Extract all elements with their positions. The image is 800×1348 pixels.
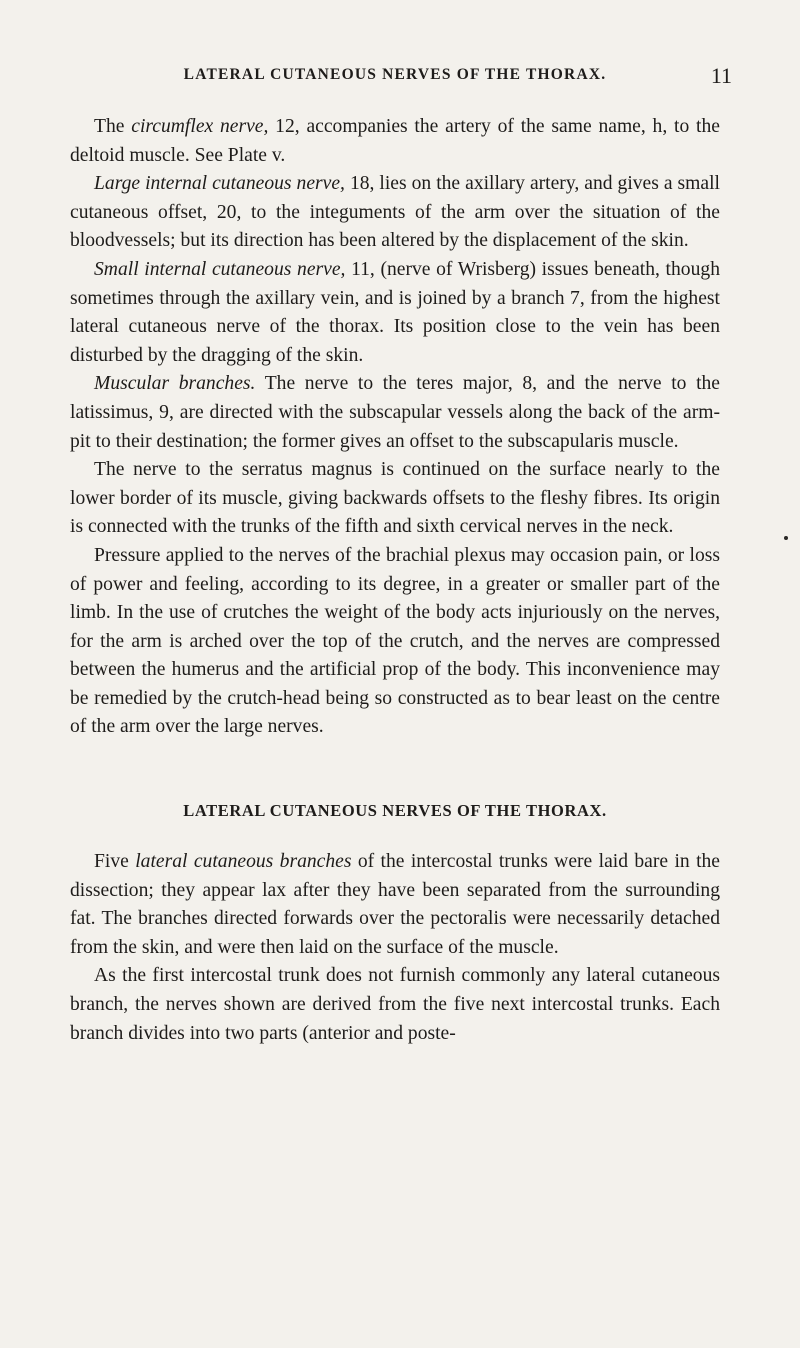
italic-term: Muscular branches.: [94, 373, 256, 395]
paragraph-text: The nerve to the teres major, 8, and the nerve to the latissimus, 9, are directed with the subscapular vessels along the back of the arm-pit to their destination; the former gives an offset to the subscapularis muscle.: [70, 373, 721, 452]
paragraph-text: The: [94, 116, 132, 137]
paragraph-text: As the first intercostal trunk does not furnish commonly any lateral cutaneous branch, the nerves shown are derived from the five next intercostal trunks. Each branch divides into two parts (anterior and poste-: [70, 965, 720, 1044]
paragraph-text: Pressure applied to the nerves of the brachial plexus may occasion pain, or loss of power and feeling, according to its degree, in a greater or smaller part of the limb. In the use of crutches the weight of the body acts injuriously on the nerves, for the arm is arched over the top of the crutch, and the nerves are compressed between the humerus and the artificial prop of the body. This inconvenience may be remedied by the crutch-head being so constructed as to bear least on the centre of the arm over the large nerves.: [70, 544, 720, 738]
ink-speck: [784, 536, 788, 540]
paragraph-serratus-nerve: [70, 456, 720, 542]
paragraph-large-internal-cutaneous: [70, 170, 720, 256]
section-heading: LATERAL CUTANEOUS NERVES OF THE THORAX.: [183, 801, 607, 821]
paragraph-lateral-branches: [70, 848, 720, 962]
paragraph-text: The nerve to the serratus magnus is continued on the surface nearly to the lower border of its muscle, giving backwards offsets to the fleshy fibres. Its origin is connected with the trunks of the fifth and sixth cervical nerves in the neck.: [70, 459, 720, 538]
paragraph-text: of the intercostal trunks were laid bare in the dissection; they appear lax after they have been separated from the surrounding fat. The branches directed forwards over the pectoralis were necessarily detached from the skin, and were then laid on the surface of the muscle.: [70, 851, 721, 958]
italic-term: lateral cutaneous branches: [135, 851, 352, 873]
paragraph-first-intercostal: [70, 962, 720, 1048]
paragraph-pressure-crutches: [70, 542, 720, 742]
paragraph-muscular-branches: [70, 370, 720, 456]
paragraph-text: 11, (nerve of Wrisberg) issues beneath, though sometimes through the axillary vein, and is joined by a branch 7, from the highest lateral cutaneous nerve of the thorax. Its position close to the vein has been disturbed by the dragging of the skin.: [70, 258, 720, 366]
italic-term: circumflex nerve,: [131, 116, 269, 137]
paragraph-text: 12, accompanies the artery of the same name, h, to the deltoid muscle. See Plate v.: [70, 116, 720, 166]
italic-term: Large internal cutaneous nerve,: [94, 173, 345, 195]
paragraph-small-internal-cutaneous: [70, 256, 720, 370]
running-head: [70, 63, 732, 96]
page-number: 11: [710, 63, 732, 88]
italic-term: Small internal cutaneous nerve,: [94, 258, 346, 280]
page-body: [70, 113, 720, 1048]
running-title: LATERAL CUTANEOUS NERVES OF THE THORAX.: [183, 66, 607, 83]
paragraph-text: 18, lies on the axillary artery, and gives a small cutaneous offset, 20, to the integuments of the arm over the situation of the bloodvessels; but its direction has been altered by the displacement of the skin.: [70, 173, 720, 252]
paragraph-circumflex-nerve: [70, 113, 720, 170]
paragraph-text: Five: [94, 851, 136, 873]
